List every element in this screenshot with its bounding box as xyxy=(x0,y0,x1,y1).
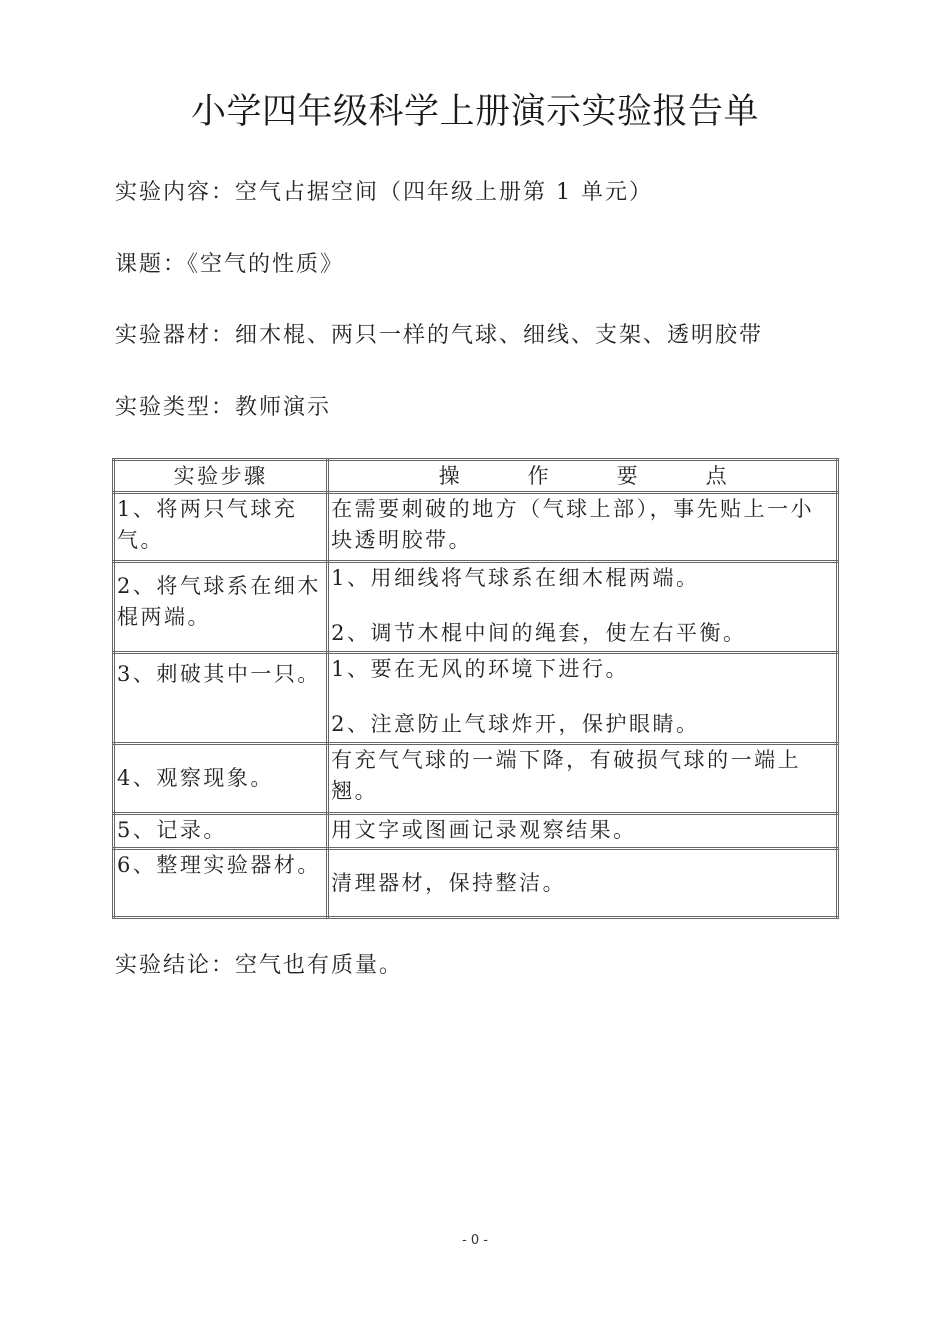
experiment-steps-table xyxy=(112,458,839,919)
point-text: 1、用细线将气球系在细木棍两端。 xyxy=(331,566,700,590)
step-cell: 1、将两只气球充气。 xyxy=(114,493,328,562)
table-row xyxy=(114,814,838,849)
point-text: 用文字或图画记录观察结果。 xyxy=(331,818,637,842)
points-cell xyxy=(328,653,838,744)
point-text: 在需要刺破的地方（气球上部），事先贴上一小块透明胶带。 xyxy=(331,497,815,552)
points-cell xyxy=(328,744,838,814)
experiment-topic: 课题：《空气的性质》 xyxy=(115,252,345,277)
experiment-type: 实验类型：教师演示 xyxy=(115,395,332,420)
experiment-content: 实验内容：空气占据空间（四年级上册第 1 单元） xyxy=(115,180,653,205)
table-row xyxy=(114,493,838,562)
point-text: 1、要在无风的环境下进行。 xyxy=(331,657,630,681)
table-row xyxy=(114,849,838,918)
header-step: 实验步骤 xyxy=(114,460,328,493)
table-row xyxy=(114,562,838,653)
table-row xyxy=(114,744,838,814)
points-cell xyxy=(328,814,838,849)
header-points-char: 点 xyxy=(705,464,727,488)
step-cell: 4、观察现象。 xyxy=(114,744,328,814)
page-number: - 0 - xyxy=(462,1233,488,1248)
point-text: 2、调节木棍中间的绳套，使左右平衡。 xyxy=(331,621,747,645)
header-points xyxy=(328,460,838,493)
table-row xyxy=(114,653,838,744)
step-cell: 3、刺破其中一只。 xyxy=(114,653,328,744)
step-cell: 2、将气球系在细木棍两端。 xyxy=(114,562,328,653)
page-title: 小学四年级科学上册演示实验报告单 xyxy=(190,92,759,132)
header-points-char: 作 xyxy=(527,464,549,488)
header-points-char: 要 xyxy=(616,464,638,488)
step-cell: 6、整理实验器材。 xyxy=(114,849,328,918)
table-header-row xyxy=(114,460,838,493)
points-cell xyxy=(328,562,838,653)
experiment-conclusion: 实验结论：空气也有质量。 xyxy=(115,953,404,978)
points-cell xyxy=(328,493,838,562)
points-cell xyxy=(328,849,838,918)
experiment-materials: 实验器材：细木棍、两只一样的气球、细线、支架、透明胶带 xyxy=(115,323,764,348)
step-cell: 5、记录。 xyxy=(114,814,328,849)
point-text: 2、注意防止气球炸开，保护眼睛。 xyxy=(331,712,700,736)
header-points-char: 操 xyxy=(438,464,460,488)
point-text: 有充气气球的一端下降，有破损气球的一端上翘。 xyxy=(331,748,802,803)
point-text: 清理器材，保持整洁。 xyxy=(331,870,567,895)
